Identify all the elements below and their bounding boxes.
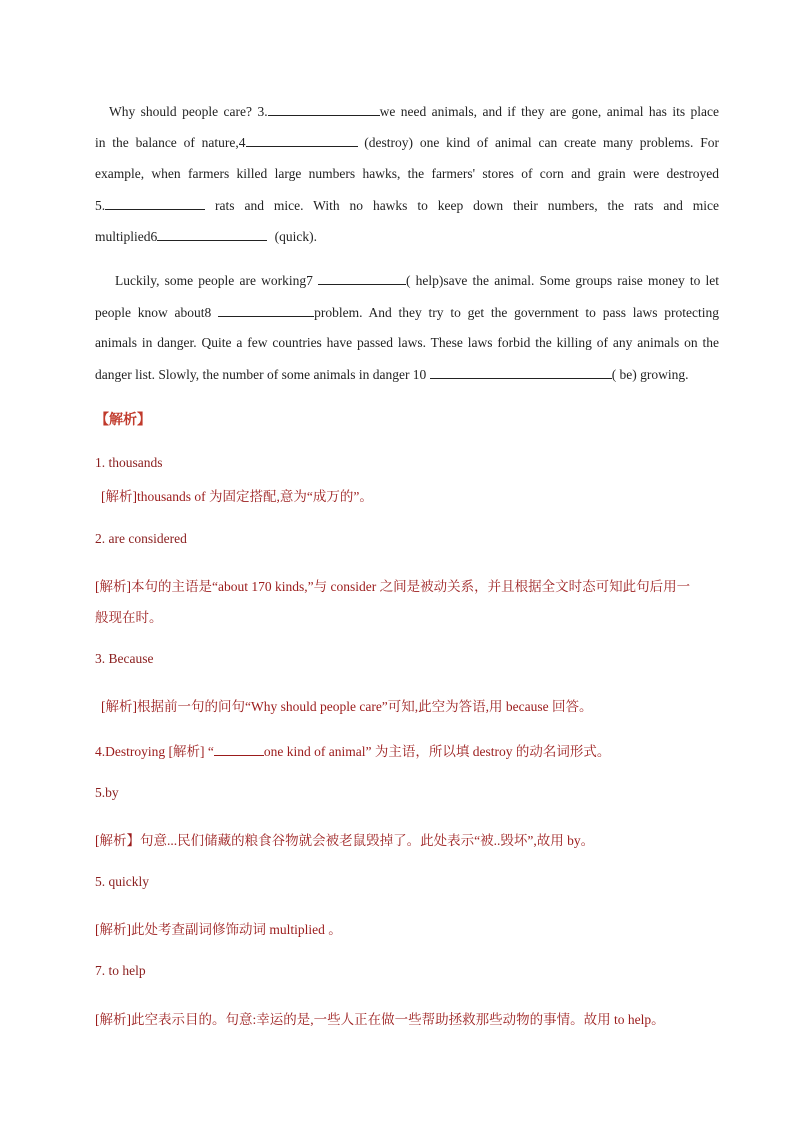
explanation-3: [解析]根据前一句的问句“Why should people care”可知,此空为答语,用 because 回答。: [101, 699, 593, 714]
text: ( be) growing.: [611, 367, 689, 382]
answer-2: 2. are considered: [95, 531, 187, 546]
text: people know about8: [95, 305, 212, 320]
answer-blank: [105, 197, 205, 210]
text: problem. And they try to get the government to pass laws protecting: [314, 305, 720, 320]
explanation-7: [解析]此空表示目的。句意:幸运的是,一些人正在做一些帮助拯救那些动物的事情。故用 to help。: [95, 1012, 665, 1027]
answer-3: 3. Because: [95, 651, 154, 666]
explanation-2-line2: 般现在时。: [95, 610, 163, 625]
answer-5: 5.by: [95, 785, 119, 800]
passage-p2-line2: [95, 304, 719, 321]
passage-p1-line2: [95, 134, 719, 151]
answer-4-text: 4.Destroying [解析] “: [95, 744, 214, 759]
text: we need animals, and if they are gone, animal has its place: [379, 104, 719, 119]
answer-blank: [430, 366, 612, 379]
text: animals in danger. Quite a few countries have passed laws. These laws forbid the killing of any animals on the: [95, 335, 719, 350]
passage-p2-line1: [95, 272, 719, 289]
answer-blank: [318, 272, 406, 285]
text: (quick).: [274, 229, 317, 244]
passage-p1-line4: [95, 197, 719, 214]
text: ( help)save the animal. Some groups raise money to let: [406, 273, 720, 288]
blank-number: 3.: [257, 104, 268, 119]
text: in the balance of nature,4: [95, 135, 246, 150]
passage-p2-line3: [95, 335, 719, 351]
text: rats and mice. With no hawks to keep down their numbers, the rats and mice: [215, 198, 719, 213]
text: example, when farmers killed large numbers hawks, the farmers' stores of corn and grain were destroyed: [95, 166, 719, 181]
analysis-heading: 【解析】: [95, 413, 151, 428]
answer-1: 1. thousands: [95, 455, 163, 470]
explanation-5: [解析】句意...民们储藏的粮食谷物就会被老鼠毁掉了。此处表示“被..毁坏”,故用 by。: [95, 833, 595, 848]
text: danger list. Slowly, the number of some animals in danger 10: [95, 367, 427, 382]
answer-blank: [157, 228, 267, 241]
answer-blank: [246, 134, 358, 147]
text: multiplied6: [95, 229, 158, 244]
passage-p1-line5: [95, 228, 317, 245]
answer-4: [95, 740, 610, 760]
text: Why should people care?: [109, 104, 253, 119]
answer-7: 7. to help: [95, 963, 146, 978]
answer-6: 5. quickly: [95, 874, 149, 889]
answer-blank: [218, 304, 314, 317]
answer-4-rest: one kind of animal” 为主语，所以填 destroy 的动名词形式。: [263, 744, 611, 759]
explanation-2-line1: [解析]本句的主语是“about 170 kinds,”与 consider 之间是被动关系，并且根据全文时态可知此句后用一: [95, 579, 691, 594]
text: 5.: [95, 198, 106, 213]
passage-p1-line3: [95, 166, 719, 182]
answer-blank: [268, 103, 380, 116]
text: (destroy) one kind of animal can create many problems. For: [364, 135, 719, 150]
passage-p2-line4: [95, 366, 689, 383]
answer-blank: [214, 743, 264, 756]
explanation-6: [解析]此处考查副词修饰动词 multiplied 。: [95, 922, 342, 937]
text: Luckily, some people are working7: [115, 273, 313, 288]
explanation-1: [解析]thousands of 为固定搭配,意为“成万的”。: [101, 489, 373, 504]
passage-p1-line1: [95, 103, 719, 120]
